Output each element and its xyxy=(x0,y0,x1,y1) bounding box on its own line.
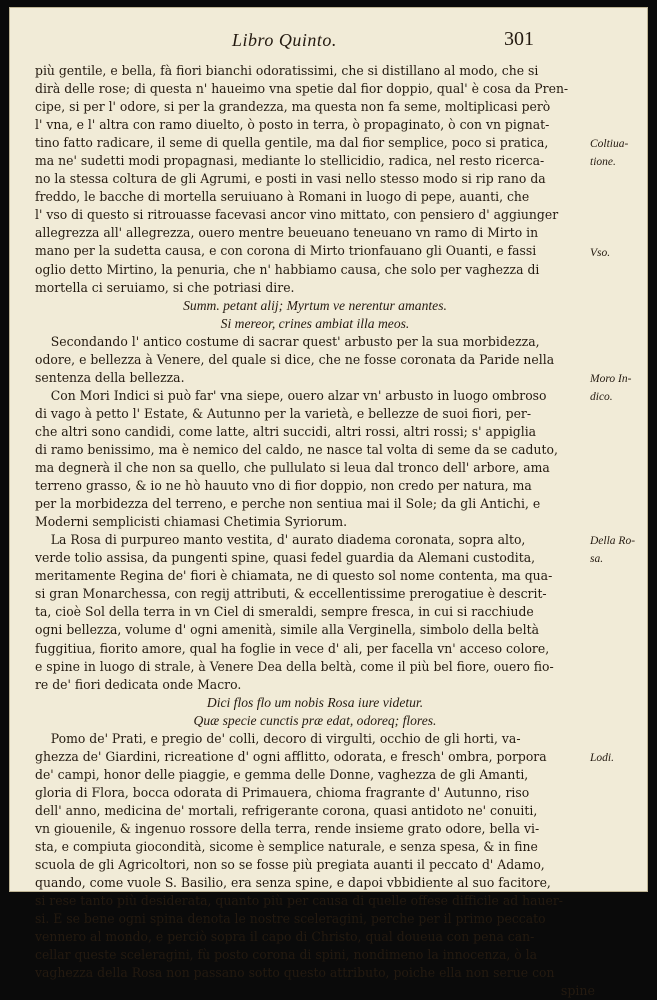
text-line: mano per la sudetta causa, e con corona di Mirto trionfauano gli Ouanti, e fassi xyxy=(35,243,537,259)
text-line: Quæ specie cunctis præ edat, odoreq; flores. xyxy=(193,712,437,728)
text-line: spine xyxy=(560,983,595,999)
margin-note: Coltiua- xyxy=(590,138,629,151)
text-line: cellar queste sceleragini, fù posto corona di spini, nondimeno la innocenza, ò la xyxy=(35,947,538,963)
text-line: oglio detto Mirtino, la penuria, che n' habbiamo causa, che solo per vaghezza di xyxy=(35,261,540,277)
text-line: scuola de gli Agricoltori, non so se fosse più pregiata auanti il peccato d' Adamo, xyxy=(35,857,545,873)
text-line: si rese tanto più desiderata, quanto più per causa di quelle offese difficile ad hauer- xyxy=(35,893,564,909)
text-line: l' vso di questo si ritrouasse facevasi ancor vino mittato, con pensiero d' aggiunger xyxy=(35,207,559,223)
margin-note: Della Ro- xyxy=(590,535,636,548)
page-header xyxy=(10,16,647,50)
margin-note: Moro In- xyxy=(590,372,632,385)
text-line: terreno grasso, & io ne hò hauuto vno di fior doppio, non credo per natura, ma xyxy=(35,478,532,494)
text-line: ta, cioè Sol della terra in vn Ciel di smeraldi, sempre fresca, in cui si racchiude xyxy=(35,604,534,620)
text-line: dirà delle rose; di questa n' haueimo vna spetie dal fior doppio, qual' è cosa da Pren- xyxy=(35,81,569,97)
text-line: Summ. petant alij; Myrtum ve nerentur amantes. xyxy=(183,297,447,313)
running-title: Libro Quinto. xyxy=(232,30,337,50)
text-line: gloria di Flora, bocca odorata di Primauera, chioma fragrante d' Autunno, riso xyxy=(35,784,530,800)
text-line: no la stessa coltura de gli Agrumi, e posti in vasi nello stesso modo si rip rano da xyxy=(35,171,546,187)
text-line: Moderni semplicisti chiamasi Chetimia Syriorum. xyxy=(35,514,348,530)
text-line: La Rosa di purpureo manto vestita, d' aurato diadema coronata, sopra alto, xyxy=(50,532,526,548)
text-line: verde tolio assisa, da pungenti spine, quasi fedel guardia da Alemani custodita, xyxy=(35,550,536,566)
text-line: Si mereor, crines ambiat illa meos. xyxy=(220,315,410,331)
page-number: 301 xyxy=(504,28,534,50)
text-line: de' campi, honor delle piaggie, e gemma delle Donne, vaghezza de gli Amanti, xyxy=(35,766,529,782)
text-line: fuggitiua, fiorito amore, qual ha foglie in vece d' ali, per facella vn' acceso colore, xyxy=(35,640,550,656)
margin-note: dico. xyxy=(590,390,613,403)
book-page xyxy=(9,7,648,999)
text-line: ogni bellezza, volume d' ogni amenità, simile alla Verginella, simbolo della beltà xyxy=(35,622,539,638)
text-line: ma ne' sudetti modi propagnasi, mediante lo stellicidio, radica, nel resto ricerca- xyxy=(35,153,545,169)
margin-note: sa. xyxy=(590,553,604,566)
text-line: che altri sono candidi, come latte, altri succidi, altri rossi, altri rossi; s' appiglia xyxy=(35,423,537,439)
text-line: si. E se bene ogni spina denota le nostre sceleragini, perche per il primo peccato xyxy=(35,911,546,927)
text-line: Con Mori Indici si può far' vna siepe, ouero alzar vn' arbusto in luogo ombroso xyxy=(50,387,547,403)
text-line: Secondando l' antico costume di sacrar quest' arbusto per la sua morbidezza, xyxy=(50,333,540,349)
text-line: sentenza della bellezza. xyxy=(35,369,185,385)
margin-note: Lodi. xyxy=(590,751,614,764)
text-line: vaghezza della Rosa non passano sotto questo attributo, poiche ella non serue con xyxy=(35,965,555,981)
text-line: si gran Monarchessa, con regij attributi, & eccellentissime prerogatiue è descrit- xyxy=(35,586,547,602)
text-line: cipe, si per l' odore, si per la grandezza, ma questa non fa seme, moltiplicasi però xyxy=(35,99,551,115)
text-line: quando, come vuole S. Basilio, era senza spine, e dapoi vbbidiente al suo facitore, xyxy=(35,875,551,891)
text-line: Dici flos flo um nobis Rosa iure videtur. xyxy=(206,694,424,710)
text-line: e spine in luogo di strale, à Venere Dea della beltà, come il più bel fiore, ouero fio- xyxy=(35,658,554,674)
text-line: per la morbidezza del terreno, e perche non sentiua mai il Sole; da gli Antichi, e xyxy=(35,496,541,512)
text-line: vennero al mondo, e perciò sopra il capo di Christo, qual doueua con pena can- xyxy=(35,929,535,945)
body-text xyxy=(35,62,595,1000)
text-line: freddo, le bacche di mortella seruiuano à Romani in luogo di pepe, auanti, che xyxy=(35,189,530,205)
text-line: tino fatto radicare, il seme di quella gentile, ma dal fior semplice, poco si pratica, xyxy=(35,135,549,151)
text-line: odore, e bellezza à Venere, del quale si dice, che ne fosse coronata da Paride nella xyxy=(35,351,555,367)
margin-note: tione. xyxy=(590,156,616,169)
text-line: dell' anno, medicina de' mortali, refrigerante corona, quasi antidoto ne' conuiti, xyxy=(35,802,538,818)
text-line: vn giouenile, & ingenuo rossore della terra, rende insieme grato odore, bella vi- xyxy=(35,820,540,836)
text-line: di ramo benissimo, ma è nemico del caldo, ne nasce tal volta di seme da se caduto, xyxy=(35,441,558,457)
text-line: ma degnerà il che non sa quello, che pullulato si leua dal tronco dell' arbore, ama xyxy=(35,460,550,476)
text-line: l' vna, e l' altra con ramo diuelto, ò posto in terra, ò propaginato, ò con vn pignat- xyxy=(35,117,550,133)
text-line: re de' fiori dedicata onde Macro. xyxy=(35,676,242,692)
text-line: sta, e compiuta giocondità, sicome è semplice naturale, e senza spesa, & in fine xyxy=(35,839,538,855)
text-line: più gentile, e bella, fà fiori bianchi odoratissimi, che si distillano al modo, che si xyxy=(35,63,539,78)
text-line: meritamente Regina de' fiori è chiamata, ne di questo sol nome contenta, ma qua- xyxy=(35,568,553,584)
text-line: di vago à petto l' Estate, & Autunno per la varietà, e bellezze de suoi fiori, per- xyxy=(35,405,532,421)
text-line: Pomo de' Prati, e pregio de' colli, decoro di virgulti, occhio de gli horti, va- xyxy=(50,730,521,746)
margin-note: Vso. xyxy=(590,246,611,259)
text-line: allegrezza all' allegrezza, ouero mentre beueuano teneuano vn ramo di Mirto in xyxy=(35,225,539,241)
text-line: ghezza de' Giardini, ricreatione d' ogni afflitto, odorata, e fresch' ombra, porpora xyxy=(35,748,547,764)
text-line: mortella ci seruiamo, si che potriasi dire. xyxy=(35,279,295,295)
